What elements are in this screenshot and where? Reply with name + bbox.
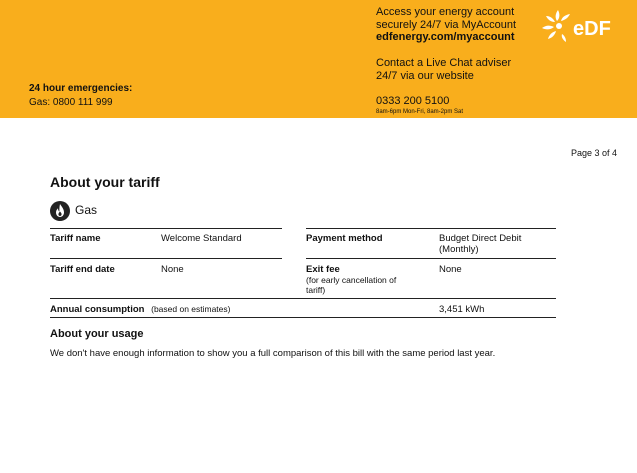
flame-icon xyxy=(50,201,70,221)
account-url[interactable]: edfenergy.com/myaccount xyxy=(376,31,515,43)
payment-method-value xyxy=(439,233,521,255)
table-rule-row1-left xyxy=(50,258,282,259)
tariff-name-label: Tariff name xyxy=(50,233,101,244)
myaccount-info xyxy=(376,6,546,44)
fuel-label: Gas xyxy=(75,203,98,217)
table-rule-row2 xyxy=(50,298,556,299)
account-line-1: Access your energy account xyxy=(376,6,515,18)
usage-title: About your usage xyxy=(50,328,144,340)
chat-line-2: 24/7 via our website xyxy=(376,69,474,82)
emergency-contact xyxy=(29,82,132,110)
annual-consumption-note: (based on estimates) xyxy=(151,304,231,314)
opening-hours: 8am-6pm Mon-Fri, 8am-2pm Sat xyxy=(376,109,464,115)
annual-consumption-label: Annual consumption xyxy=(50,304,145,315)
tariff-name-value: Welcome Standard xyxy=(161,233,242,244)
phone-number: 0333 200 5100 xyxy=(376,95,450,107)
exit-fee-value: None xyxy=(439,264,462,275)
payment-method-value-line-2: (Monthly) xyxy=(439,244,479,255)
exit-fee-label: Exit fee xyxy=(306,264,340,275)
payment-method-label: Payment method xyxy=(306,233,383,244)
account-line-2: securely 24/7 via MyAccount xyxy=(376,18,517,31)
annual-consumption-value: 3,451 kWh xyxy=(439,304,485,315)
exit-fee-note-line-2: tariff) xyxy=(306,285,326,295)
table-rule-row1-right xyxy=(306,258,556,259)
table-rule-top-right xyxy=(306,228,556,229)
exit-fee-note-line-1: (for early cancellation of xyxy=(306,275,397,285)
edf-sun-icon xyxy=(542,10,570,42)
tariff-end-value: None xyxy=(161,264,184,275)
chat-line-1: Contact a Live Chat adviser xyxy=(376,57,512,69)
emergency-title: 24 hour emergencies: xyxy=(29,83,133,94)
table-rule-row3 xyxy=(50,317,556,318)
emergency-gas-number: Gas: 0800 111 999 xyxy=(29,97,113,108)
table-rule-top-left xyxy=(50,228,282,229)
edf-logo-text: eDF xyxy=(573,18,611,40)
edf-logo xyxy=(540,8,620,44)
payment-method-value-line-1: Budget Direct Debit xyxy=(439,233,522,244)
live-chat-info xyxy=(376,57,511,82)
exit-fee-block xyxy=(306,264,396,295)
tariff-end-label: Tariff end date xyxy=(50,264,115,275)
usage-text: We don't have enough information to show you a full comparison of this bill with the same period last year. xyxy=(50,348,496,359)
section-title: About your tariff xyxy=(50,174,160,190)
annual-consumption-block xyxy=(50,304,230,315)
page-number: Page 3 of 4 xyxy=(571,148,618,158)
